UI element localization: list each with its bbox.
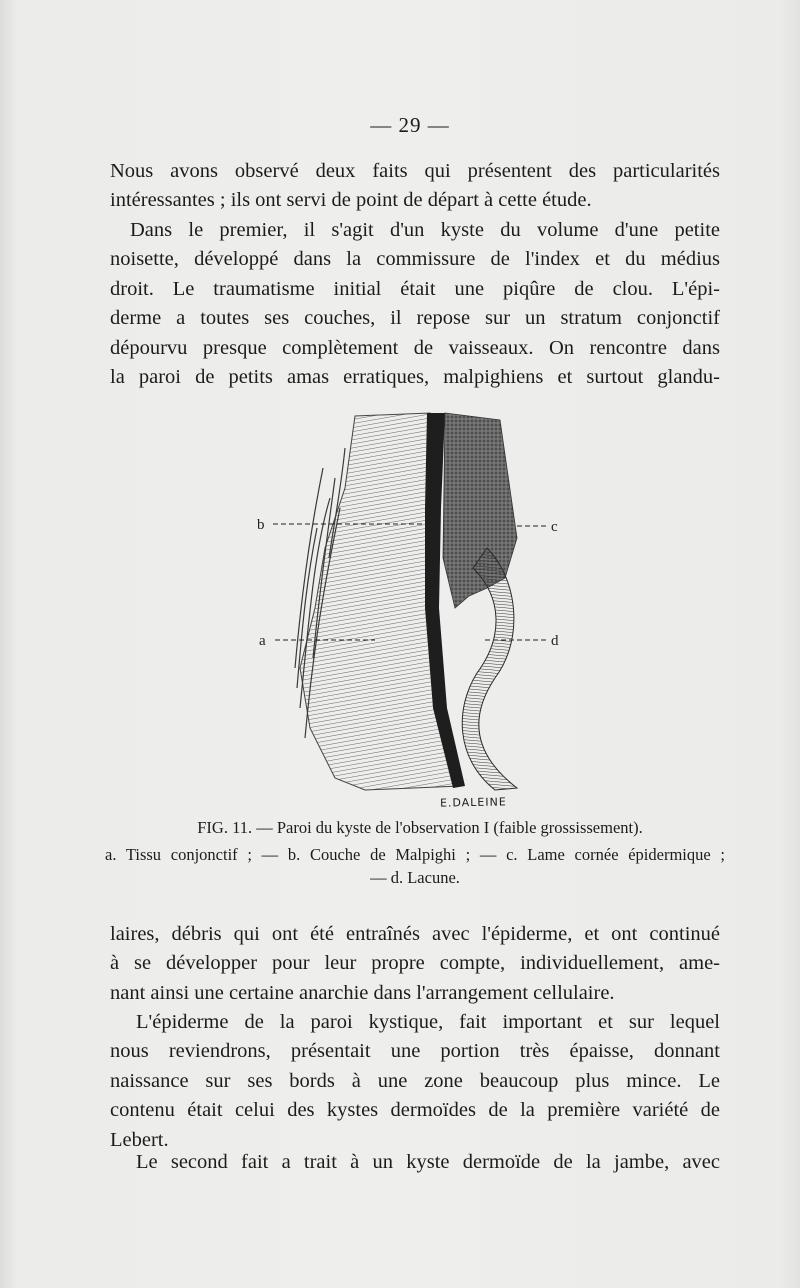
figure-label-d: d [551,633,559,649]
text-line: à se développer pour leur propre compte, individuellement, ame- [110,952,720,975]
paragraph-5 [110,1148,720,1177]
text-line: Dans le premier, il s'agit d'un kyste du volume d'une petite [130,219,720,241]
figure-legend-line-2: — d. Lacune. [370,868,460,887]
text-line: droit. Le traumatisme initial était une piqûre de clou. L'épi- [110,277,720,300]
text-line: Nous avons observé deux faits qui présentent des particularités [110,160,720,182]
figure-caption-title: FIG. 11. — Paroi du kyste de l'observation I (faible grossissement). [197,818,643,837]
text-line: naissance sur ses bords à une zone beaucoup plus mince. Le [110,1069,720,1092]
text-line: contenu était celui des kystes dermoïdes de la première variété de [110,1099,720,1122]
page-number: — 29 — [370,113,450,137]
text-line: L'épiderme de la paroi kystique, fait important et sur lequel [136,1011,720,1033]
text-line: noisette, développé dans la commissure de l'index et du médius [110,248,720,271]
figure-label-b: b [257,517,265,533]
figure-label-c: c [551,519,558,535]
paragraph-2 [110,216,720,392]
figure-label-a: a [259,633,266,649]
paragraph-4 [110,1008,720,1155]
text-line: Le second fait a trait à un kyste dermoïde de la jambe, avec [136,1151,720,1173]
text-line: nant ainsi une certaine anarchie dans l'arrangement cellulaire. [110,981,615,1004]
histology-figure [255,408,575,808]
figure-legend-line-1: a. Tissu conjonctif ; — b. Couche de Malpighi ; — c. Lame cornée épidermique ; [105,845,725,864]
engraver-signature: E.DALEINE [439,795,507,810]
text-line: intéressantes ; ils ont servi de point de départ à cette étude. [110,189,592,212]
paragraph-3 [110,920,720,1008]
text-line: la paroi de petits amas erratiques, malpighiens et surtout glandu- [110,366,720,389]
text-line: laires, débris qui ont été entraînés avec l'épiderme, et ont continué [110,923,720,945]
paragraph-1 [110,157,720,216]
text-line: dépourvu presque complètement de vaisseaux. On rencontre dans [110,336,720,359]
text-line: derme a toutes ses couches, il repose sur un stratum conjonctif [110,307,720,330]
text-line: nous reviendrons, présentait une portion très épaisse, donnant [110,1040,720,1063]
text-line: Lebert. [110,1128,169,1151]
